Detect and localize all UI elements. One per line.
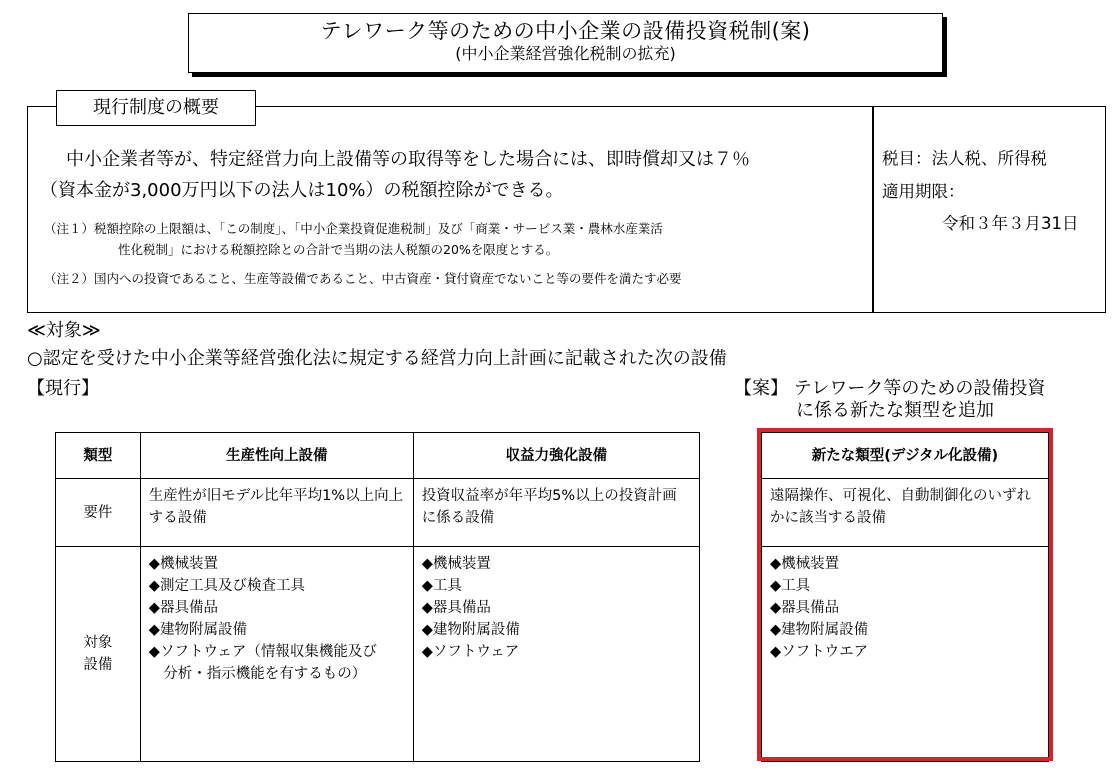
target-description: ○認定を受けた中小企業等経営強化法に規定する経営力向上計画に記載された次の設備 (27, 348, 727, 369)
header-new-type: 新たな類型(デジタル化設備) (762, 433, 1049, 479)
overview-tab-label: 現行制度の概要 (56, 90, 256, 126)
requirement-profitability: 投資収益率が年平均5%以上の投資計画に係る設備 (413, 479, 699, 547)
period-value: 令和３年３月31日 (942, 214, 1079, 233)
list-item: ◆測定工具及び検査工具 (148, 578, 305, 594)
list-item: ◆機械装置 (770, 556, 840, 572)
list-item: ◆建物附属設備 (148, 622, 247, 638)
list-item: ◆ソフトウェア (421, 644, 520, 660)
list-item: ◆ソフトウェア（情報収集機能及び (148, 644, 377, 660)
list-item: 分析・指示機能を有するもの） (148, 666, 367, 682)
productivity-items (140, 547, 413, 762)
overview-line-2: （資本金が3,000万円以下の法人は10%）の税額控除ができる。 (40, 180, 564, 201)
list-item: ◆器具備品 (421, 600, 491, 616)
page-title: テレワーク等のための中小企業の設備投資税制(案) (320, 19, 811, 43)
highlight-frame (757, 428, 1053, 761)
header-productivity: 生産性向上設備 (140, 433, 413, 479)
target-heading: ≪対象≫ (27, 320, 101, 341)
proposal-line-2: に係る新たな類型を追加 (796, 400, 994, 421)
header-type: 類型 (56, 433, 141, 479)
overview-divider (872, 106, 874, 313)
overview-line-1: 中小企業者等が、特定経営力向上設備等の取得等をした場合には、即時償却又は７％ (66, 149, 750, 170)
current-table (55, 432, 700, 762)
note-1-line-2: 性化税制」における税額控除との合計で当期の法人税額の20%を限度とする。 (118, 242, 559, 257)
note-1-line-1: （注１）税額控除の上限額は、「この制度」、「中小企業投資促進税制」及び「商業・サービス業・農林水産業活 (44, 221, 663, 236)
list-item: ◆建物附属設備 (770, 622, 869, 638)
note-2: （注２）国内への投資であること、生産等設備であること、中古資産・貸付資産でないこと等の要件を満たす必要 (44, 271, 682, 286)
list-item: ◆機械装置 (421, 556, 491, 572)
list-item: ◆機械装置 (148, 556, 218, 572)
list-item: ◆工具 (421, 578, 462, 594)
row-label-equipment: 対象 設備 (56, 547, 141, 762)
list-item: ◆器具備品 (770, 600, 840, 616)
requirement-new-type: 遠隔操作、可視化、自動制御化のいずれかに該当する設備 (762, 479, 1049, 547)
list-item: ◆建物附属設備 (421, 622, 520, 638)
list-item: ◆ソフトウエア (770, 644, 869, 660)
list-item: ◆器具備品 (148, 600, 218, 616)
title-box (188, 13, 943, 73)
requirement-productivity: 生産性が旧モデル比年平均1%以上向上する設備 (140, 479, 413, 547)
page-subtitle: (中小企業経営強化税制の拡充) (455, 44, 676, 63)
list-item: ◆工具 (770, 578, 811, 594)
row-label-requirement: 要件 (56, 479, 141, 547)
period-label: 適用期限： (882, 182, 965, 201)
current-label: 【現行】 (27, 378, 99, 399)
tax-items: 税目：法人税、所得税 (882, 149, 1047, 168)
profitability-items (413, 547, 699, 762)
header-profitability: 収益力強化設備 (413, 433, 699, 479)
proposal-line-1: 【案】 テレワーク等のための設備投資 (734, 378, 1046, 399)
